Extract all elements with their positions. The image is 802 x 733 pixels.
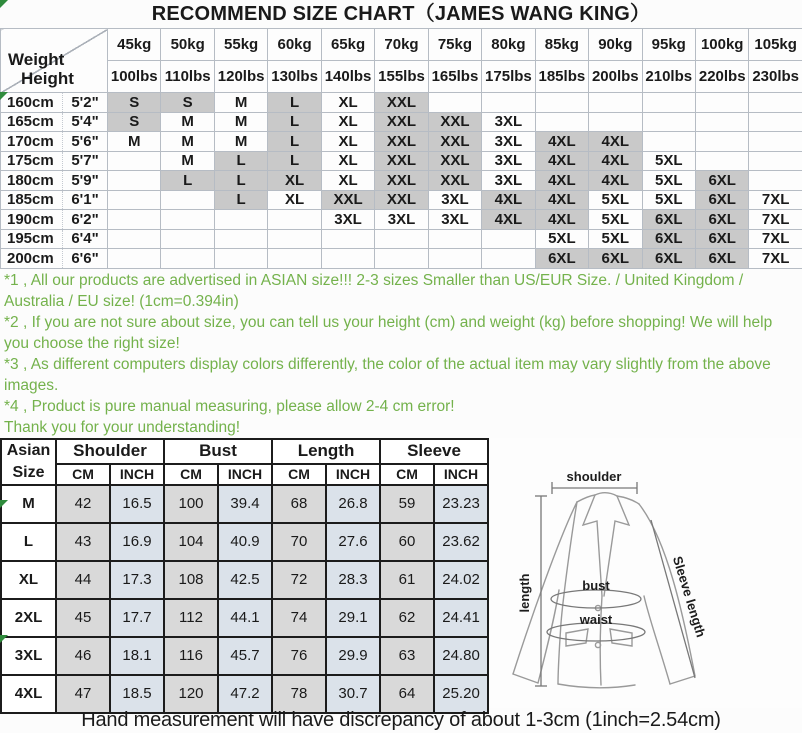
height-ft-cell: 5'9" bbox=[63, 171, 108, 191]
height-corner-label: Height bbox=[21, 69, 74, 88]
measure-row bbox=[1, 599, 488, 637]
measure-value-cell: 40.9 bbox=[218, 523, 272, 561]
weight-lbs-header: 110lbs bbox=[161, 61, 214, 93]
size-cell bbox=[749, 112, 802, 132]
measure-value-cell: 120 bbox=[164, 675, 218, 713]
size-cell: XXL bbox=[375, 93, 428, 113]
size-cell bbox=[482, 249, 535, 269]
note-line-1: *1 , All our products are advertised in ASIAN size!!! 2-3 sizes Smaller than US/EUR Size. / United Kingdom / Australia / EU size! (1cm=0.394in) bbox=[4, 271, 744, 310]
weight-kg-header: 95kg bbox=[642, 29, 695, 61]
weight-lbs-header: 220lbs bbox=[695, 61, 748, 93]
size-cell: XXL bbox=[428, 151, 481, 171]
note-line-2: *2 , If you are not sure about size, you can tell us your height (cm) and weight (kg) before shopping! We will help you choose the right size! bbox=[4, 313, 773, 352]
size-cell: 6XL bbox=[535, 249, 588, 269]
size-cell: M bbox=[214, 112, 267, 132]
measure-group-header: Bust bbox=[164, 439, 272, 464]
height-ft-cell: 5'6" bbox=[63, 132, 108, 152]
size-cell: L bbox=[161, 171, 214, 191]
size-cell: 3XL bbox=[482, 171, 535, 191]
measure-size-cell: XL bbox=[1, 561, 56, 599]
size-chart-lbs-row bbox=[1, 61, 802, 93]
size-cell bbox=[108, 151, 161, 171]
measure-value-cell: 46 bbox=[56, 637, 110, 675]
size-cell bbox=[321, 249, 374, 269]
size-cell bbox=[268, 210, 321, 230]
measure-sub-header: CM bbox=[164, 464, 218, 485]
size-cell: S bbox=[161, 93, 214, 113]
weight-lbs-header: 155lbs bbox=[375, 61, 428, 93]
height-cm-cell: 165cm bbox=[1, 112, 63, 132]
size-cell bbox=[428, 249, 481, 269]
size-cell: XXL bbox=[428, 132, 481, 152]
size-chart-row bbox=[1, 112, 802, 132]
page-title: RECOMMEND SIZE CHART（JAMES WANG KING） bbox=[151, 3, 651, 25]
measure-size-cell: 2XL bbox=[1, 599, 56, 637]
height-ft-cell: 6'4" bbox=[63, 229, 108, 249]
corner-flag-icon bbox=[0, 635, 8, 643]
measure-value-cell: 24.41 bbox=[434, 599, 488, 637]
measure-value-cell: 39.4 bbox=[218, 485, 272, 523]
size-cell: 3XL bbox=[482, 151, 535, 171]
size-cell bbox=[428, 229, 481, 249]
size-cell: 7XL bbox=[749, 210, 802, 230]
size-cell bbox=[535, 93, 588, 113]
size-cell: 4XL bbox=[535, 210, 588, 230]
size-cell: 3XL bbox=[321, 210, 374, 230]
size-cell: 4XL bbox=[482, 210, 535, 230]
measure-value-cell: 23.62 bbox=[434, 523, 488, 561]
size-cell bbox=[108, 249, 161, 269]
note-line-3: *3 , As different computers display colors differently, the color of the actual item may vary slightly from the above images. bbox=[4, 355, 771, 394]
measure-value-cell: 78 bbox=[272, 675, 326, 713]
size-cell bbox=[214, 249, 267, 269]
size-cell: 6XL bbox=[642, 229, 695, 249]
size-cell bbox=[695, 112, 748, 132]
size-chart-row bbox=[1, 132, 802, 152]
size-cell: 4XL bbox=[589, 132, 642, 152]
size-cell: L bbox=[214, 151, 267, 171]
size-cell bbox=[749, 132, 802, 152]
weight-kg-header: 100kg bbox=[695, 29, 748, 61]
waist-label: waist bbox=[579, 611, 613, 627]
size-cell: 4XL bbox=[589, 171, 642, 191]
size-cell: XXL bbox=[428, 171, 481, 191]
height-cm-cell: 175cm bbox=[1, 151, 63, 171]
size-cell: 3XL bbox=[375, 210, 428, 230]
weight-corner-label: Weight bbox=[8, 50, 65, 69]
measurement-body bbox=[1, 485, 488, 713]
size-cell bbox=[749, 93, 802, 113]
size-cell: 6XL bbox=[589, 249, 642, 269]
measure-value-cell: 24.80 bbox=[434, 637, 488, 675]
height-ft-cell: 6'6" bbox=[63, 249, 108, 269]
measure-value-cell: 42.5 bbox=[218, 561, 272, 599]
size-cell: XL bbox=[321, 112, 374, 132]
size-cell: L bbox=[268, 132, 321, 152]
measure-sub-header: INCH bbox=[218, 464, 272, 485]
weight-kg-header: 45kg bbox=[108, 29, 161, 61]
size-cell: L bbox=[268, 112, 321, 132]
corner-flag-icon bbox=[0, 0, 8, 8]
height-cm-cell: 180cm bbox=[1, 171, 63, 191]
measure-value-cell: 45 bbox=[56, 599, 110, 637]
weight-lbs-header: 185lbs bbox=[535, 61, 588, 93]
size-cell bbox=[589, 112, 642, 132]
measure-value-cell: 59 bbox=[380, 485, 434, 523]
measure-value-cell: 63 bbox=[380, 637, 434, 675]
measure-value-cell: 70 bbox=[272, 523, 326, 561]
size-cell: L bbox=[268, 151, 321, 171]
size-cell bbox=[589, 93, 642, 113]
measure-sub-header: CM bbox=[56, 464, 110, 485]
size-cell: 5XL bbox=[642, 151, 695, 171]
height-cm-cell: 160cm bbox=[1, 93, 63, 113]
measure-value-cell: 45.7 bbox=[218, 637, 272, 675]
measure-value-cell: 108 bbox=[164, 561, 218, 599]
size-cell bbox=[695, 93, 748, 113]
size-cell: M bbox=[161, 132, 214, 152]
weight-kg-header: 90kg bbox=[589, 29, 642, 61]
size-chart-row bbox=[1, 151, 802, 171]
size-cell bbox=[482, 229, 535, 249]
size-cell bbox=[268, 249, 321, 269]
size-chart-row bbox=[1, 229, 802, 249]
size-cell bbox=[161, 249, 214, 269]
measure-value-cell: 17.3 bbox=[110, 561, 164, 599]
notes-section bbox=[0, 269, 802, 438]
weight-height-corner-cell bbox=[1, 29, 108, 93]
size-cell bbox=[695, 151, 748, 171]
measure-group-row bbox=[1, 439, 488, 464]
measure-value-cell: 42 bbox=[56, 485, 110, 523]
size-cell: XL bbox=[321, 151, 374, 171]
jacket-diagram bbox=[489, 438, 802, 708]
measure-value-cell: 61 bbox=[380, 561, 434, 599]
size-cell bbox=[161, 229, 214, 249]
weight-lbs-header: 100lbs bbox=[108, 61, 161, 93]
size-cell bbox=[749, 151, 802, 171]
height-ft-cell: 6'2" bbox=[63, 210, 108, 230]
weight-lbs-header: 210lbs bbox=[642, 61, 695, 93]
measure-value-cell: 25.20 bbox=[434, 675, 488, 713]
size-cell: XXL bbox=[375, 112, 428, 132]
weight-kg-header: 105kg bbox=[749, 29, 802, 61]
height-cm-cell: 195cm bbox=[1, 229, 63, 249]
measure-value-cell: 62 bbox=[380, 599, 434, 637]
weight-lbs-header: 230lbs bbox=[749, 61, 802, 93]
measure-value-cell: 27.6 bbox=[326, 523, 380, 561]
size-cell: 6XL bbox=[695, 249, 748, 269]
measure-group-header: Shoulder bbox=[56, 439, 164, 464]
size-cell bbox=[108, 229, 161, 249]
measure-row bbox=[1, 637, 488, 675]
size-cell: 5XL bbox=[642, 171, 695, 191]
height-cm-cell: 190cm bbox=[1, 210, 63, 230]
weight-lbs-header: 140lbs bbox=[321, 61, 374, 93]
weight-kg-header: 85kg bbox=[535, 29, 588, 61]
corner-flag-icon bbox=[0, 500, 8, 508]
measure-sub-header: CM bbox=[272, 464, 326, 485]
size-cell: 3XL bbox=[428, 190, 481, 210]
bust-label: bust bbox=[582, 577, 610, 593]
size-cell: M bbox=[214, 132, 267, 152]
measurement-head bbox=[1, 439, 488, 485]
asian-size-line2: Size bbox=[12, 463, 45, 481]
size-chart-table bbox=[0, 28, 802, 269]
weight-lbs-header: 175lbs bbox=[482, 61, 535, 93]
measure-value-cell: 26.8 bbox=[326, 485, 380, 523]
size-cell bbox=[375, 229, 428, 249]
weight-kg-header: 70kg bbox=[375, 29, 428, 61]
size-cell: M bbox=[161, 112, 214, 132]
measure-value-cell: 29.1 bbox=[326, 599, 380, 637]
measure-row bbox=[1, 485, 488, 523]
size-cell bbox=[642, 132, 695, 152]
measure-size-cell: M bbox=[1, 485, 56, 523]
size-cell: 7XL bbox=[749, 229, 802, 249]
size-chart-row bbox=[1, 93, 802, 113]
size-cell: 5XL bbox=[589, 210, 642, 230]
measure-value-cell: 30.7 bbox=[326, 675, 380, 713]
weight-kg-header: 80kg bbox=[482, 29, 535, 61]
weight-lbs-header: 130lbs bbox=[268, 61, 321, 93]
size-cell: 6XL bbox=[695, 190, 748, 210]
height-ft-cell: 5'4" bbox=[63, 112, 108, 132]
size-cell: XXL bbox=[375, 171, 428, 191]
size-chart-row bbox=[1, 249, 802, 269]
size-cell: 3XL bbox=[482, 112, 535, 132]
size-cell: XXL bbox=[375, 190, 428, 210]
size-cell: 4XL bbox=[535, 190, 588, 210]
measure-value-cell: 68 bbox=[272, 485, 326, 523]
measure-value-cell: 18.5 bbox=[110, 675, 164, 713]
measure-value-cell: 74 bbox=[272, 599, 326, 637]
height-ft-cell: 5'7" bbox=[63, 151, 108, 171]
measure-sub-row bbox=[1, 464, 488, 485]
size-cell bbox=[695, 132, 748, 152]
size-cell: 6XL bbox=[642, 249, 695, 269]
measure-value-cell: 60 bbox=[380, 523, 434, 561]
size-cell: 4XL bbox=[535, 132, 588, 152]
size-cell bbox=[214, 210, 267, 230]
size-cell: 6XL bbox=[695, 171, 748, 191]
size-cell: 5XL bbox=[642, 190, 695, 210]
measure-value-cell: 17.7 bbox=[110, 599, 164, 637]
measure-size-cell: L bbox=[1, 523, 56, 561]
measure-size-cell: 4XL bbox=[1, 675, 56, 713]
size-cell: 4XL bbox=[535, 171, 588, 191]
size-cell: 6XL bbox=[695, 210, 748, 230]
measurement-table bbox=[0, 438, 489, 714]
size-cell: 7XL bbox=[749, 249, 802, 269]
measure-value-cell: 23.23 bbox=[434, 485, 488, 523]
weight-kg-header: 50kg bbox=[161, 29, 214, 61]
size-chart-row bbox=[1, 210, 802, 230]
measure-value-cell: 44.1 bbox=[218, 599, 272, 637]
size-cell: 4XL bbox=[535, 151, 588, 171]
size-cell: S bbox=[108, 93, 161, 113]
height-cm-cell: 200cm bbox=[1, 249, 63, 269]
size-cell bbox=[161, 210, 214, 230]
size-cell: XXL bbox=[321, 190, 374, 210]
measure-value-cell: 28.3 bbox=[326, 561, 380, 599]
weight-lbs-header: 200lbs bbox=[589, 61, 642, 93]
measure-value-cell: 43 bbox=[56, 523, 110, 561]
weight-kg-header: 75kg bbox=[428, 29, 481, 61]
note-line-4: *4 , Product is pure manual measuring, please allow 2-4 cm error! bbox=[4, 397, 455, 415]
asian-size-corner-cell bbox=[1, 439, 56, 485]
measure-value-cell: 18.1 bbox=[110, 637, 164, 675]
size-cell: 4XL bbox=[482, 190, 535, 210]
height-cm-cell: 185cm bbox=[1, 190, 63, 210]
measure-value-cell: 16.9 bbox=[110, 523, 164, 561]
size-cell: XL bbox=[321, 93, 374, 113]
measure-group-header: Sleeve bbox=[380, 439, 488, 464]
size-cell: 3XL bbox=[428, 210, 481, 230]
size-cell bbox=[268, 229, 321, 249]
size-cell bbox=[161, 190, 214, 210]
size-cell bbox=[108, 190, 161, 210]
measure-sub-header: INCH bbox=[434, 464, 488, 485]
size-cell: M bbox=[214, 93, 267, 113]
size-cell bbox=[428, 93, 481, 113]
footer-note: Hand measurement will have discrepancy of about 1-3cm (1inch=2.54cm) bbox=[81, 708, 721, 731]
size-cell: XL bbox=[268, 190, 321, 210]
measure-value-cell: 104 bbox=[164, 523, 218, 561]
measure-value-cell: 76 bbox=[272, 637, 326, 675]
shoulder-label: shoulder bbox=[566, 468, 622, 484]
weight-kg-header: 65kg bbox=[321, 29, 374, 61]
size-cell: XL bbox=[268, 171, 321, 191]
sleeve-length-label: Sleeve length bbox=[669, 553, 709, 639]
measure-row bbox=[1, 561, 488, 599]
size-cell: XL bbox=[321, 132, 374, 152]
size-cell: 6XL bbox=[642, 210, 695, 230]
measure-value-cell: 24.02 bbox=[434, 561, 488, 599]
size-cell bbox=[108, 210, 161, 230]
size-cell bbox=[482, 93, 535, 113]
measure-row bbox=[1, 523, 488, 561]
weight-lbs-header: 120lbs bbox=[214, 61, 267, 93]
jacket-drawing bbox=[489, 438, 802, 708]
measurement-section bbox=[0, 438, 802, 708]
length-label: length bbox=[517, 573, 533, 612]
measure-sub-header: CM bbox=[380, 464, 434, 485]
measure-row bbox=[1, 675, 488, 713]
measure-value-cell: 29.9 bbox=[326, 637, 380, 675]
size-cell: M bbox=[108, 132, 161, 152]
measure-size-cell: 3XL bbox=[1, 637, 56, 675]
measure-value-cell: 47.2 bbox=[218, 675, 272, 713]
size-cell: XXL bbox=[375, 151, 428, 171]
height-ft-cell: 5'2" bbox=[63, 93, 108, 113]
size-cell: L bbox=[214, 171, 267, 191]
size-cell bbox=[535, 112, 588, 132]
size-cell: 6XL bbox=[695, 229, 748, 249]
size-cell: 5XL bbox=[589, 229, 642, 249]
size-chart-body bbox=[1, 93, 802, 269]
size-cell bbox=[108, 171, 161, 191]
size-cell: L bbox=[268, 93, 321, 113]
size-cell: 4XL bbox=[589, 151, 642, 171]
size-cell: L bbox=[214, 190, 267, 210]
weight-kg-header: 55kg bbox=[214, 29, 267, 61]
size-chart-kg-row bbox=[1, 29, 802, 61]
size-cell: M bbox=[161, 151, 214, 171]
asian-size-line1: Asian bbox=[6, 441, 51, 459]
size-chart-row bbox=[1, 190, 802, 210]
measure-sub-header: INCH bbox=[326, 464, 380, 485]
measure-value-cell: 112 bbox=[164, 599, 218, 637]
measure-value-cell: 72 bbox=[272, 561, 326, 599]
size-cell: XXL bbox=[428, 112, 481, 132]
weight-kg-header: 60kg bbox=[268, 29, 321, 61]
size-cell bbox=[321, 229, 374, 249]
measure-value-cell: 16.5 bbox=[110, 485, 164, 523]
size-cell bbox=[749, 171, 802, 191]
size-cell: XXL bbox=[375, 132, 428, 152]
size-cell: 5XL bbox=[589, 190, 642, 210]
size-cell bbox=[214, 229, 267, 249]
measure-value-cell: 44 bbox=[56, 561, 110, 599]
size-cell: 5XL bbox=[535, 229, 588, 249]
measure-value-cell: 100 bbox=[164, 485, 218, 523]
size-chart-head bbox=[1, 29, 802, 93]
size-cell bbox=[642, 93, 695, 113]
measure-value-cell: 47 bbox=[56, 675, 110, 713]
size-cell: 7XL bbox=[749, 190, 802, 210]
corner-flag-icon bbox=[0, 92, 8, 100]
size-cell bbox=[375, 249, 428, 269]
size-cell: 3XL bbox=[482, 132, 535, 152]
size-cell: S bbox=[108, 112, 161, 132]
size-chart-row bbox=[1, 171, 802, 191]
note-line-5: Thank you for your understanding! bbox=[4, 418, 241, 436]
size-cell bbox=[642, 112, 695, 132]
weight-lbs-header: 165lbs bbox=[428, 61, 481, 93]
measure-value-cell: 116 bbox=[164, 637, 218, 675]
height-cm-cell: 170cm bbox=[1, 132, 63, 152]
measure-value-cell: 64 bbox=[380, 675, 434, 713]
height-ft-cell: 6'1" bbox=[63, 190, 108, 210]
measure-group-header: Length bbox=[272, 439, 380, 464]
size-cell: XL bbox=[321, 171, 374, 191]
measure-sub-header: INCH bbox=[110, 464, 164, 485]
